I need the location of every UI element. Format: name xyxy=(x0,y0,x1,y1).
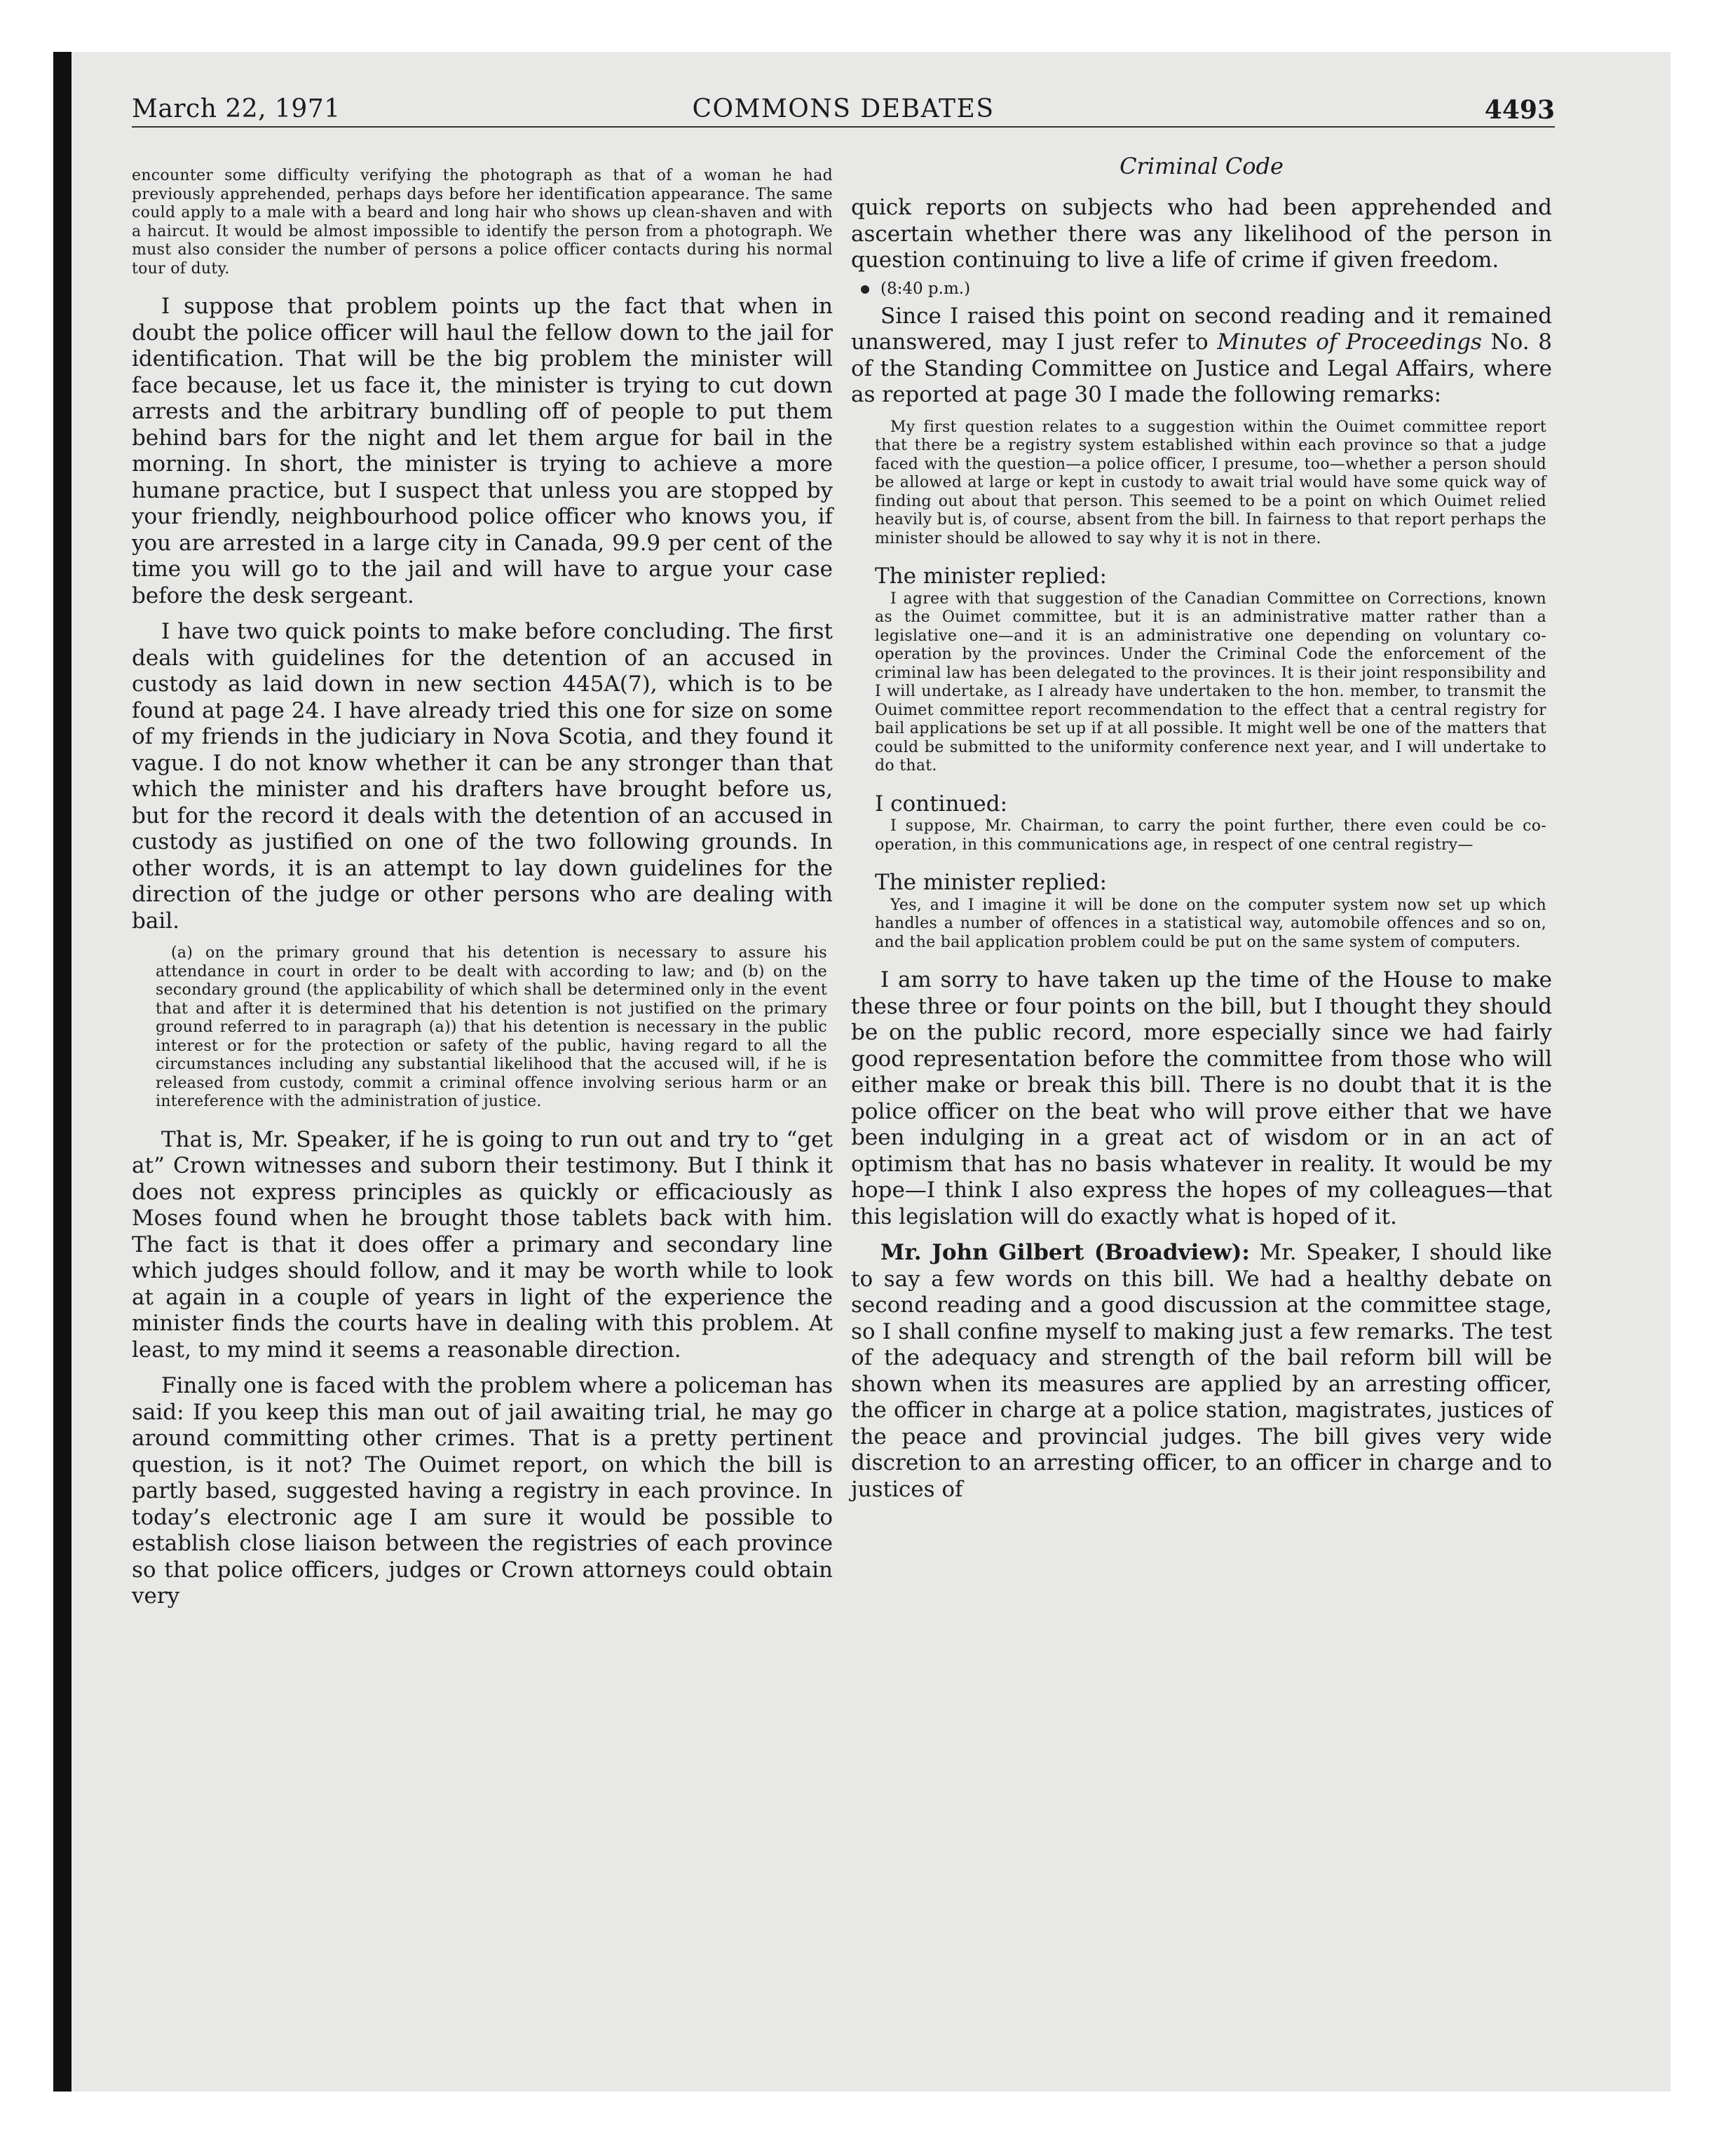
quotation-text: My first question relates to a suggestion within the Ouimet committee report that there be a registry system established within each province so that a judge faced with the question—a police officer, I presume, too—whether a person should be allowed at large or kept in custody to await trial would have some quick way of finding out about that person. This seemed to be a point on which Ouimet relied heavily but is, of course, absent from the bill. In fairness to that report perhaps the minister should be allowed to say why it is not in there. xyxy=(875,418,1546,547)
right-quotation-1 xyxy=(851,418,1552,549)
quote-lead-2: I continued: xyxy=(875,791,1008,817)
left-paragraph-5: Finally one is faced with the problem where a policeman has said: If you keep this man out of jail awaiting trial, he may go around committing other crimes. That is a pretty pertinent question, is it not? The Ouimet report, on which the bill is partly based, suggested having a registry in each province. In today’s electronic age I am sure it would be possible to establish close liaison between the registries of each province so that police officers, judges or Crown attorneys could obtain very xyxy=(132,1373,833,1609)
italic-reference: Minutes of Proceedings xyxy=(1217,329,1482,355)
right-quotation-2 xyxy=(851,590,1552,776)
timestamp-text: (8:40 p.m.) xyxy=(880,279,971,298)
paragraph-text: No. 8 of the Standing Committee on Justice and Legal Affairs, where as reported at page 30 I made the following remarks: xyxy=(851,329,1552,407)
left-paragraph-3: I have two quick points to make before concluding. The first deals with guidelines for the detention of an accused in custody as laid down in new section 445A(7), which is to be found at page 24. I have already tried this one for size on some of my friends in the judiciary in Nova Scotia, and they found it vague. I do not know whether it can be any stronger than that which the minister and his drafters have brought before us, but for the record it deals with the detention of an accused in custody as justified on one of the two following grounds. In other words, it is an attempt to lay down guidelines for the direction of the judge or other persons who are dealing with bail. xyxy=(132,619,833,934)
right-paragraph-3: I am sorry to have taken up the time of the House to make these three or four points on the bill, but I thought they should be on the public record, more especially since we had fairly good representation before the committee from those who will either make or break this bill. There is no doubt that it is the police officer on the beat who will prove either that we have been indulging in a great act of wisdom or in an act of optimism that has no basis whatever in reality. It would be my hope—I think I also express the hopes of my colleagues—that this legislation will do exactly what is hoped of it. xyxy=(851,967,1552,1229)
left-paragraph-4: That is, Mr. Speaker, if he is going to run out and try to “get at” Crown witnesses and suborn their testimony. But I think it does not express principles as quickly or efficaciously as Moses found when he brought those tablets back with him. The fact is that it does offer a primary and secondary line which judges should follow, and it may be worth while to look at again in a couple of years in light of the experience the minister finds the courts have in dealing with this problem. At least, to my mind it seems a reasonable direction. xyxy=(132,1126,833,1363)
quotation-text: Yes, and I imagine it will be done on the computer system now set up which handles a number of offences in a statistical way, automobile offences and so on, and the bail application problem could be put on the same system of computers. xyxy=(875,896,1546,951)
header-title: COMMONS DEBATES xyxy=(692,95,995,123)
right-column xyxy=(851,153,1552,1503)
right-paragraph-1: quick reports on subjects who had been apprehended and ascertain whether there was any likelihood of the person in question continuing to live a life of crime if given freedom. xyxy=(851,195,1552,273)
running-header xyxy=(132,91,1555,128)
right-quotation-4 xyxy=(851,896,1552,953)
paragraph-text: Since I raised this point on second reading and it remained unanswered, may I just refer to xyxy=(851,303,1552,355)
bullet-icon xyxy=(861,285,869,294)
left-paragraph-2: I suppose that problem points up the fact that when in doubt the police officer will haul the fellow down to the jail for identification. That will be the big problem the minister will face because, let us face it, the minister is trying to cut down arrests and the arbitrary bundling off of people to put them behind bars for the night and let them argue for bail in the morning. In short, the minister is trying to achieve a more humane practice, but I suspect that unless you are stopped by your friendly, neighbourhood police officer who knows you, if you are arrested in a large city in Canada, 99.9 per cent of the time you will go to the jail and will have to argue your case before the desk sergeant. xyxy=(132,294,833,608)
left-column xyxy=(132,167,833,1610)
header-date: March 22, 1971 xyxy=(132,95,341,123)
quotation-text: I suppose, Mr. Chairman, to carry the point further, there even could be co-operation, in this communications age, in respect of one central registry— xyxy=(875,817,1546,854)
left-paragraph-1: encounter some difficulty verifying the photograph as that of a woman he had previously apprehended, perhaps days before her identification appearance. The same could apply to a male with a beard and long hair who shows up clean-shaven and with a haircut. It would be almost impossible to identify the person from a photograph. We must also consider the number of persons a police officer contacts during his normal tour of duty. xyxy=(132,167,833,278)
speaker-name: Mr. John Gilbert (Broadview): xyxy=(880,1240,1250,1265)
left-quotation xyxy=(132,944,833,1112)
paragraph-text: Mr. Speaker, I should like to say a few words on this bill. We had a healthy debate on second reading and a good discussion at the committee stage, so I shall confine myself to making just a few remarks. The test of the adequacy and strength of the bail reform bill will be shown when its measures are applied by an arresting officer, the officer in charge at a police station, magistrates, justices of the peace and provincial judges. The bill gives very wide discretion to an arresting officer, to an officer in charge and to justices of xyxy=(851,1240,1552,1502)
section-heading: Criminal Code xyxy=(1120,153,1284,179)
quotation-text: I agree with that suggestion of the Canadian Committee on Corrections, known as the Ouimet committee, but it is an administrative matter rather than a legislative one—and it is an administrative one depending on voluntary co-operation by the provinces. Under the Criminal Code the enforcement of the criminal law has been delegated to the provinces. It is their joint responsibility and I will undertake, as I already have undertaken to the hon. member, to transmit the Ouimet committee report recommendation to the effect that a central registry for bail applications be set up if at all possible. It might well be one of the matters that could be submitted to the uniformity conference next year, and I will undertake to do that. xyxy=(875,589,1546,775)
page-number: 4493 xyxy=(1484,95,1555,125)
quote-lead-3: The minister replied: xyxy=(875,870,1107,895)
binding-edge xyxy=(53,52,72,2092)
quotation-text: (a) on the primary ground that his detention is necessary to assure his attendance in court in order to be dealt with according to law; and (b) on the secondary ground (the applicability of which shall be determined only in the event that and after it is determined that his detention is not justified on the primary ground referred to in paragraph (a)) that his detention is necessary in the public interest or for the protection or safety of the public, having regard to all the circumstances including any substantial likelihood that the accused will, if he is released from custody, commit a criminal offence involving serious harm or an intereference with the administration of justice. xyxy=(156,944,827,1110)
right-quotation-3 xyxy=(851,817,1552,854)
quote-lead-1: The minister replied: xyxy=(875,564,1107,589)
right-paragraph-2 xyxy=(851,303,1552,409)
timestamp xyxy=(851,278,1552,299)
right-paragraph-4 xyxy=(851,1240,1552,1503)
